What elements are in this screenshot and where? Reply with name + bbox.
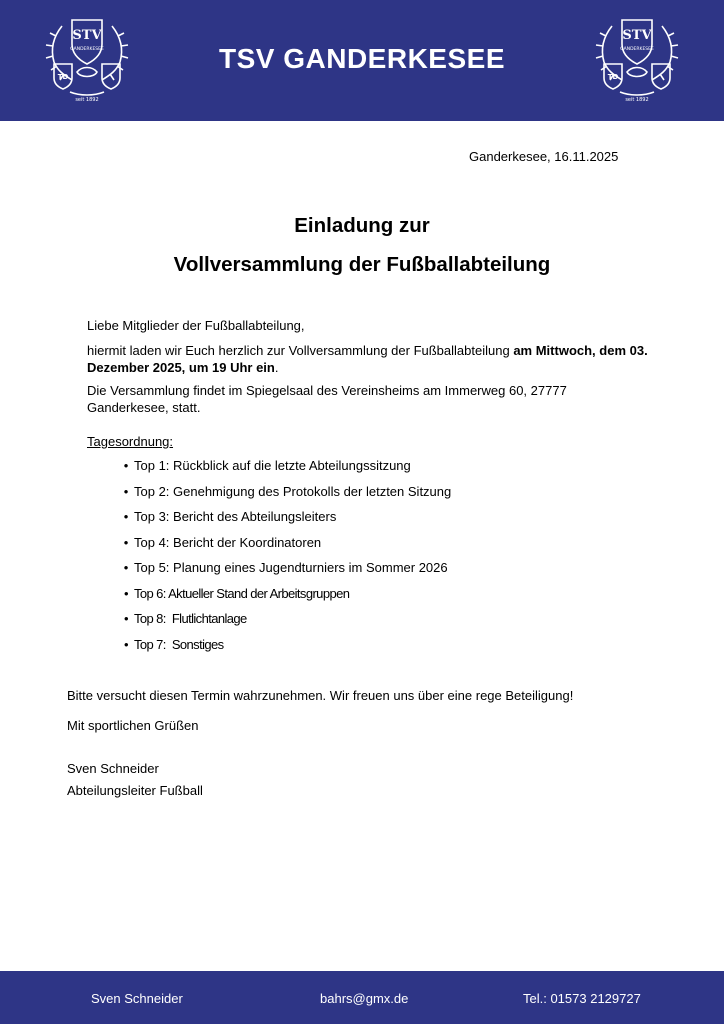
agenda-item-text: Top 6: Aktueller Stand der Arbeitsgruppen <box>134 585 350 601</box>
footer-phone: Tel.: 01573 2129727 <box>523 991 641 1006</box>
bullet-icon: • <box>123 509 129 524</box>
agenda-item <box>118 609 451 635</box>
bullet-icon: • <box>124 636 128 652</box>
agenda-item <box>118 507 451 533</box>
invitation-date-time: am Mittwoch, dem 03. Dezember 2025, um 19 Uhr ein <box>87 343 648 375</box>
agenda-item <box>118 533 451 559</box>
agenda-list <box>118 456 451 660</box>
svg-text:GANDERKESEE: GANDERKESEE <box>620 47 654 52</box>
svg-text:STV: STV <box>72 28 102 43</box>
agenda-item-text: Top 1: Rückblick auf die letzte Abteilungssitzung <box>134 458 411 473</box>
letter-date: Ganderkesee, 16.11.2025 <box>469 149 619 164</box>
greeting: Liebe Mitglieder der Fußballabteilung, <box>87 318 305 333</box>
footer-contact-name: Sven Schneider <box>91 991 183 1006</box>
letter-title-line1: Einladung zur <box>294 214 430 237</box>
bullet-icon: • <box>124 585 128 601</box>
agenda-item-text: Top 7: Sonstiges <box>134 636 224 652</box>
club-crest-logo-right <box>592 14 682 104</box>
location-paragraph: Die Versammlung findet im Spiegelsaal des Vereinsheims am Immerweg 60, 27777 Ganderkesee, statt. <box>87 383 567 415</box>
club-name-title: TSV GANDERKESEE <box>219 43 505 74</box>
agenda-heading: Tagesordnung: <box>87 434 174 449</box>
agenda-item-text: Top 5: Planung eines Jugendturniers im Sommer 2026 <box>134 560 448 575</box>
footer-email: bahrs@gmx.de <box>320 991 409 1006</box>
bullet-icon: • <box>124 611 128 626</box>
footer-banner <box>0 971 724 1024</box>
closing-request: Bitte versucht diesen Termin wahrzunehmen. Wir freuen uns über eine rege Beteiligung! <box>67 688 574 703</box>
agenda-item-text: Top 2: Genehmigung des Protokolls der letzten Sitzung <box>134 483 452 499</box>
bullet-icon: • <box>123 458 129 473</box>
svg-text:seit 1892: seit 1892 <box>625 97 649 103</box>
header-banner <box>0 0 724 121</box>
svg-text:STV: STV <box>622 28 652 43</box>
agenda-item <box>118 456 451 482</box>
svg-text:TD: TD <box>607 73 619 81</box>
bullet-icon: • <box>123 560 129 575</box>
invitation-text: hiermit laden wir Euch herzlich zur Vollversammlung der Fußballabteilung <box>87 343 510 358</box>
letter-title-line2: Vollversammlung der Fußballabteilung <box>173 253 551 276</box>
bullet-icon: • <box>123 483 129 499</box>
signature-role: Abteilungsleiter Fußball <box>67 783 203 798</box>
svg-text:seit 1892: seit 1892 <box>75 97 99 103</box>
signature-name: Sven Schneider <box>67 761 159 776</box>
regards: Mit sportlichen Grüßen <box>67 718 199 733</box>
agenda-item-text: Top 4: Bericht der Koordinatoren <box>134 534 322 550</box>
agenda-item <box>118 558 451 584</box>
invitation-end: . <box>274 360 279 375</box>
agenda-item <box>118 635 451 661</box>
svg-text:GANDERKESEE: GANDERKESEE <box>70 47 104 52</box>
bullet-icon: • <box>123 534 129 550</box>
agenda-item <box>118 482 451 508</box>
agenda-item-text: Top 8: Flutlichtanlage <box>134 611 247 626</box>
invitation-paragraph <box>87 342 657 376</box>
agenda-item <box>118 584 451 610</box>
agenda-item-text: Top 3: Bericht des Abteilungsleiters <box>134 509 337 524</box>
svg-text:TD: TD <box>57 73 69 81</box>
